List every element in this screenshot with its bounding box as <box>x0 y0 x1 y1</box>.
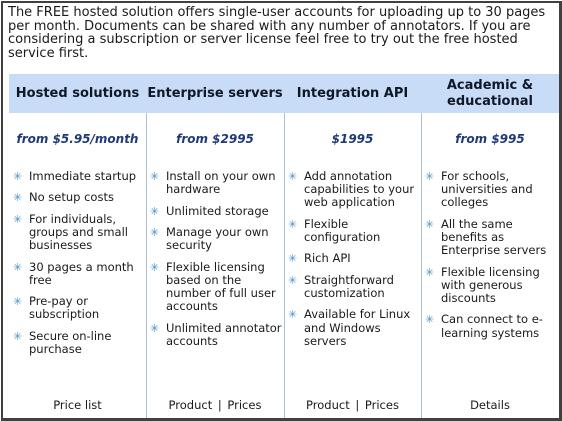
feature-text: Pre-pay or subscription <box>29 294 100 322</box>
feature-text: 30 pages a month free <box>29 259 134 287</box>
feature-text: All the same benefits as Enterprise servers <box>441 216 547 258</box>
feature-item <box>13 259 146 287</box>
feature-item <box>288 307 421 348</box>
feature-list <box>284 170 421 356</box>
asterisk-bullet-icon: ✳ <box>288 308 298 322</box>
feature-item <box>150 320 284 348</box>
feature-item <box>425 264 559 306</box>
asterisk-bullet-icon: ✳ <box>150 260 160 274</box>
asterisk-bullet-icon: ✳ <box>425 170 435 183</box>
pricing-column-4 <box>421 74 559 418</box>
column-title: Enterprise servers <box>146 74 284 113</box>
link-price-list[interactable]: Price list <box>53 398 102 412</box>
asterisk-bullet-icon: ✳ <box>13 170 23 183</box>
asterisk-bullet-icon: ✳ <box>425 217 435 231</box>
column-links <box>421 398 559 412</box>
column-title: Hosted solutions <box>9 74 146 113</box>
asterisk-bullet-icon: ✳ <box>150 321 160 335</box>
pricing-columns <box>9 74 559 418</box>
feature-item <box>288 272 421 300</box>
feature-text: For individuals, groups and small businesses <box>29 211 128 253</box>
link-product[interactable]: Product <box>306 398 350 412</box>
pricing-panel <box>1 1 562 421</box>
asterisk-bullet-icon: ✳ <box>288 217 298 231</box>
asterisk-bullet-icon: ✳ <box>425 265 435 279</box>
feature-text: Secure on-line purchase <box>29 328 112 356</box>
column-price: from $995 <box>455 132 525 146</box>
intro-text: The FREE hosted solution offers single-user accounts for uploading up to 30 pages per month. Documents can be shared with any number of annotators. If you are considering a subscription or server license feel free to try out the free hosted service first. <box>8 5 546 61</box>
feature-text: Available for Linux and Windows servers <box>304 307 411 348</box>
column-price: $1995 <box>331 132 374 146</box>
pricing-column-1 <box>9 74 147 418</box>
column-title: Integration API <box>284 74 421 113</box>
asterisk-bullet-icon: ✳ <box>288 273 298 287</box>
feature-item <box>425 169 559 210</box>
feature-text: No setup costs <box>29 190 114 205</box>
feature-item <box>150 224 284 253</box>
asterisk-bullet-icon: ✳ <box>425 313 435 327</box>
asterisk-bullet-icon: ✳ <box>13 295 23 309</box>
feature-item <box>425 216 559 258</box>
feature-item <box>13 190 146 205</box>
feature-item <box>13 211 146 253</box>
link-separator: | <box>217 398 222 412</box>
asterisk-bullet-icon: ✳ <box>13 191 23 205</box>
link-product[interactable]: Product <box>168 398 213 412</box>
asterisk-bullet-icon: ✳ <box>13 329 23 343</box>
feature-text: Can connect to e-learning systems <box>441 312 543 340</box>
feature-text: Flexible configuration <box>304 216 381 244</box>
column-price: from $5.95/month <box>16 132 139 146</box>
asterisk-bullet-icon: ✳ <box>288 170 298 183</box>
feature-text: Immediate startup <box>29 169 137 183</box>
feature-text: Straightforward customization <box>304 272 394 300</box>
link-details[interactable]: Details <box>470 398 510 412</box>
feature-text: Rich API <box>304 251 351 266</box>
feature-text: Unlimited annotator accounts <box>166 320 282 348</box>
asterisk-bullet-icon: ✳ <box>13 260 23 274</box>
feature-item <box>150 169 284 197</box>
column-title: Academic & educational <box>421 74 559 113</box>
feature-item <box>13 328 146 356</box>
asterisk-bullet-icon: ✳ <box>288 252 298 266</box>
column-links <box>284 398 421 412</box>
pricing-column-3 <box>284 74 422 418</box>
column-links <box>9 398 146 412</box>
feature-text: Unlimited storage <box>166 203 269 218</box>
feature-text: Flexible licensing based on the number of full user accounts <box>166 259 276 314</box>
feature-item <box>150 203 284 218</box>
feature-list <box>146 170 284 356</box>
feature-text: Flexible licensing with generous discounts <box>441 264 540 305</box>
feature-list <box>9 170 146 364</box>
feature-item <box>13 294 146 322</box>
feature-text: Install on your own hardware <box>166 169 276 197</box>
feature-text: Add annotation capabilities to your web application <box>304 169 415 210</box>
feature-item <box>425 312 559 340</box>
link-separator: | <box>355 398 360 412</box>
feature-item <box>288 251 421 266</box>
asterisk-bullet-icon: ✳ <box>13 212 23 226</box>
asterisk-bullet-icon: ✳ <box>150 225 160 239</box>
feature-item <box>150 259 284 314</box>
feature-item <box>288 216 421 244</box>
column-links <box>146 398 284 412</box>
asterisk-bullet-icon: ✳ <box>150 170 160 183</box>
link-prices[interactable]: Prices <box>227 398 262 412</box>
feature-item <box>13 169 146 183</box>
feature-text: For schools, universities and colleges <box>441 169 533 210</box>
link-prices[interactable]: Prices <box>364 398 399 412</box>
feature-item <box>288 169 421 210</box>
pricing-column-2 <box>146 74 285 418</box>
asterisk-bullet-icon: ✳ <box>150 204 160 218</box>
feature-list <box>421 170 559 348</box>
feature-text: Manage your own security <box>166 224 269 253</box>
column-price: from $2995 <box>176 132 254 146</box>
